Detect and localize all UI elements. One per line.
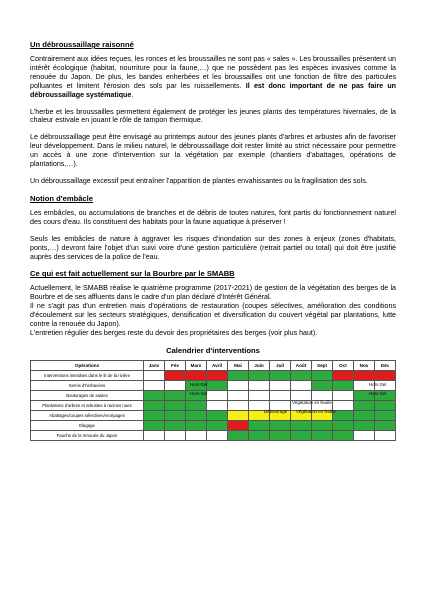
calendar-cell — [312, 410, 333, 420]
calendar-row — [31, 370, 396, 380]
calendar-cell — [354, 400, 375, 410]
calendar-cell — [312, 430, 333, 440]
calendar-cell — [228, 380, 249, 390]
calendar-cell — [186, 390, 207, 400]
calendar-cell — [165, 370, 186, 380]
calendar-cell — [165, 420, 186, 430]
calendar-cell — [312, 420, 333, 430]
month-header: Mars — [186, 360, 207, 370]
calendar-title: Calendrier d'interventions — [166, 345, 260, 355]
debourrage-label: Débourrage — [264, 408, 288, 414]
operation-label: Semis d'herbacées — [31, 380, 144, 390]
month-header: Oct — [333, 360, 354, 370]
calendar-cell — [333, 370, 354, 380]
operation-label: Fauche de la renouée du Japon — [31, 430, 144, 440]
calendar-cell — [375, 380, 396, 390]
month-header: Janv — [144, 360, 165, 370]
operation-label: Interventions interdites dans le lit de la rivière — [31, 370, 144, 380]
calendar-cell — [291, 380, 312, 390]
hors-gel-label: Hors Gel — [369, 390, 387, 396]
calendar-cell — [270, 430, 291, 440]
month-header: Mai — [228, 360, 249, 370]
section-heading-embacle: Notion d'embâcle — [30, 193, 93, 203]
calendar-cell — [312, 390, 333, 400]
calendar-cell — [165, 430, 186, 440]
calendar-cell — [312, 380, 333, 390]
document-page — [30, 40, 396, 441]
calendar-header-row — [31, 360, 396, 370]
calendar-cell — [186, 400, 207, 410]
calendar-cell — [186, 380, 207, 390]
month-header: Avril — [207, 360, 228, 370]
vegetation-en-feuille-label: Végétation en feuille — [292, 399, 332, 405]
calendar-cell — [144, 420, 165, 430]
calendar-cell — [312, 400, 333, 410]
paragraph — [30, 55, 396, 100]
calendar-cell — [249, 380, 270, 390]
calendar-cell — [291, 420, 312, 430]
paragraph: Le débroussaillage peut être envisagé au printemps autour des jeunes plants d'arbres et arbustes afin de favoriser leur développement. Dans le milieu naturel, le débroussaillage doit rester limité au strict nécessaire pour permettre un accès à une zone d'intervention sur la végétation par exemple (chantiers d'abattages, opérations de plantations,…). — [30, 133, 396, 169]
calendar-cell — [291, 430, 312, 440]
calendar-cell — [207, 430, 228, 440]
calendar-cell — [354, 420, 375, 430]
operation-label: Plantations d'arbres et arbustes à racines nues — [31, 400, 144, 410]
calendar-cell — [375, 390, 396, 400]
calendar-cell — [270, 400, 291, 410]
month-header: Déc — [375, 360, 396, 370]
calendar-cell — [228, 410, 249, 420]
month-header: Nov — [354, 360, 375, 370]
calendar-cell — [249, 400, 270, 410]
calendar-row — [31, 430, 396, 440]
month-header: Juil — [270, 360, 291, 370]
month-header: Sept — [312, 360, 333, 370]
calendar-cell — [228, 420, 249, 430]
calendar-cell — [270, 380, 291, 390]
calendar-cell — [312, 370, 333, 380]
calendar-cell — [249, 420, 270, 430]
calendar-cell — [144, 410, 165, 420]
calendar-cell — [207, 390, 228, 400]
calendar-cell — [333, 400, 354, 410]
paragraph: Seuls les embâcles de nature à aggraver les risques d'inondation sur des zones à enjeux (zones d'habitats, ponts,…) devront faire l'objet d'un suivi voire d'une gestion particulière (retrait partiel ou total) qui doit être justifié auprès des services de la police de l'eau. — [30, 234, 396, 261]
calendar-cell — [333, 410, 354, 420]
calendar-cell — [165, 380, 186, 390]
month-header: Août — [291, 360, 312, 370]
operation-label: Abattages/coupes sélectives/recépages — [31, 410, 144, 420]
calendar-cell — [354, 380, 375, 390]
calendar-cell — [186, 420, 207, 430]
calendar-cell — [144, 390, 165, 400]
calendar-cell — [333, 420, 354, 430]
calendar-cell — [354, 410, 375, 420]
paragraph: L'entretien régulier des berges reste du devoir des propriétaires des berges (voir plus haut). — [30, 328, 318, 337]
paragraph: Il ne s'agit pas d'un entretien mais d'opérations de restauration (coupes sélectives, amélioration des conditions d'écoulement sur les secteurs stratégiques, densification et diversification du couvert végétal par plantations, lutte contre la renouée du Japon). — [30, 302, 396, 329]
text: Contrairement aux idées reçues, les ronces et les broussailles ne sont pas « sales ». Les broussailles présentent un intérêt écologique (habitat, nourriture pour la faune,…) que ne possèdent pas les espèces invasives comme la renouée du Japon. De plus, les bandes enherbées et les broussailles ont une fonction de filtre des particules polluantes et limitent l'érosion des sols par les ruissellements. — [30, 55, 396, 90]
paragraph: Un débroussaillage excessif peut entraîner l'apparition de plantes envahissantes ou la fragilisation des sols. — [30, 176, 368, 185]
operation-label: Elagage — [31, 420, 144, 430]
calendar-cell — [165, 390, 186, 400]
calendar-cell — [354, 390, 375, 400]
calendar-cell — [333, 430, 354, 440]
section-heading-smabb: Ce qui est fait actuellement sur la Bourbre par le SMABB — [30, 269, 235, 279]
month-header: Fév — [165, 360, 186, 370]
calendar-cell — [207, 420, 228, 430]
calendar-cell — [249, 410, 270, 420]
calendar-cell — [249, 370, 270, 380]
calendar-cell — [207, 400, 228, 410]
calendar-cell — [165, 400, 186, 410]
calendar-cell — [186, 430, 207, 440]
calendar-cell — [270, 420, 291, 430]
calendar-cell — [144, 400, 165, 410]
calendar-cell — [186, 370, 207, 380]
calendar-row — [31, 420, 396, 430]
calendar-cell — [354, 430, 375, 440]
calendar-cell — [375, 410, 396, 420]
calendar-cell — [333, 390, 354, 400]
calendar-cell — [291, 410, 312, 420]
calendar-cell — [228, 390, 249, 400]
calendar-cell — [375, 430, 396, 440]
calendar-cell — [207, 410, 228, 420]
calendar-row — [31, 380, 396, 390]
calendar-cell — [249, 430, 270, 440]
calendar-cell — [228, 430, 249, 440]
month-header: Juin — [249, 360, 270, 370]
paragraph: L'herbe et les broussailles permettent également de protéger les jeunes plants des températures hivernales, de la chaleur estivale en jouant le rôle de tampon thermique. — [30, 107, 396, 125]
hors-gel-label: Hors Gel — [190, 390, 208, 396]
calendar-cell — [165, 410, 186, 420]
calendar-cell — [291, 370, 312, 380]
calendar-cell — [144, 430, 165, 440]
calendar-cell — [207, 380, 228, 390]
text: . — [131, 90, 134, 99]
calendar-cell — [354, 370, 375, 380]
calendar-cell — [375, 420, 396, 430]
calendar-cell — [291, 400, 312, 410]
calendar-row — [31, 390, 396, 400]
calendar-row — [31, 400, 396, 410]
calendar-table — [30, 360, 396, 441]
calendar-cell — [270, 410, 291, 420]
calendar-cell — [228, 400, 249, 410]
calendar-table-wrap — [30, 360, 396, 441]
calendar-cell — [270, 370, 291, 380]
calendar-row — [31, 410, 396, 420]
calendar-cell — [144, 380, 165, 390]
calendar-cell — [375, 400, 396, 410]
vegetation-en-feuille-label: Végétation en feuille — [296, 408, 336, 414]
calendar-cell — [375, 370, 396, 380]
calendar-cell — [291, 390, 312, 400]
calendar-cell — [270, 390, 291, 400]
calendar-cell — [144, 370, 165, 380]
bold-text: Il est donc important de ne pas faire un débroussaillage systématique — [30, 81, 397, 99]
paragraph: Les embâcles, ou accumulations de branches et de débris de toutes natures, font partis du fonctionnement naturel des cours d'eau. Ils constituent des habitats pour la faune aquatique à préserver ! — [30, 208, 396, 226]
hors-gel-label: Hors Gel — [190, 381, 208, 387]
calendar-cell — [186, 410, 207, 420]
operation-label: Bouturages de saules — [31, 390, 144, 400]
calendar-cell — [249, 390, 270, 400]
calendar-cell — [333, 380, 354, 390]
calendar-body — [31, 370, 396, 440]
section-heading-debroussaillage: Un débroussaillage raisonné — [30, 40, 134, 49]
calendar-cell — [228, 370, 249, 380]
hors-gel-label: Hors Gel — [369, 381, 387, 387]
calendar-cell — [207, 370, 228, 380]
paragraph: Actuellement, le SMABB réalise le quatrième programme (2017-2021) de gestion de la végétation des berges de la Bourbre et de ses affluents dans le cadre d'un plan déclaré d'Intérêt Général. — [30, 284, 396, 302]
operations-header: Opérations — [31, 360, 144, 370]
